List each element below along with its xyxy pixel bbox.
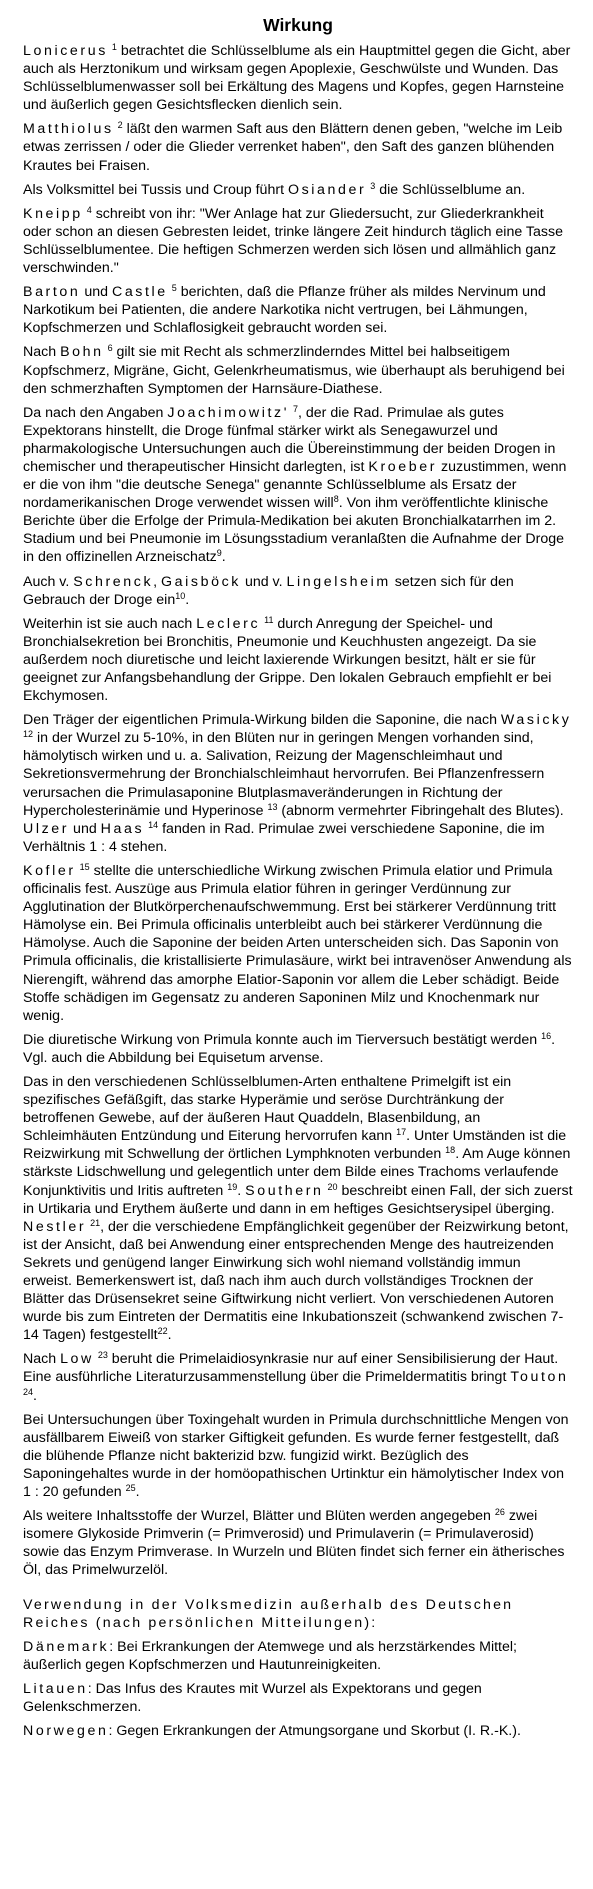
page-title: Wirkung (263, 15, 333, 35)
author-name: Kroeber (368, 458, 438, 475)
text-run: durch Anregung der Speichel- und Bronchialsekretion bei Bronchitis, Pneumonie und Keuchhusten angezeigt. Da sie außerdem noch diuretische und leicht laxierende Wirkungen besitzt, hält er sie für geeignet zur Anfangsbehandlung der Grippe. Den lokalen Gebrauch empfiehlt er bei Ekchymosen. (23, 615, 552, 705)
paragraph (23, 1073, 573, 1344)
footnote-ref: 8 (333, 494, 339, 505)
text-run: . (237, 1182, 246, 1199)
paragraph (23, 573, 573, 609)
paragraph (23, 120, 573, 174)
folk-medicine-entry (23, 1680, 573, 1716)
footnote-ref: 12 (23, 729, 34, 740)
text-run: berichten, daß die Pflanze früher als mildes Nervinum und Narkotikum bei Patienten, die andere Narkotika nicht vertrugen, bei Lähmungen, Kopfschmerzen und Schlaflosigkeit gebraucht worden sei. (23, 284, 546, 337)
footnote-ref: 19 (227, 1181, 238, 1192)
author-name: Gaisböck (161, 573, 241, 590)
text-run: Bei Untersuchungen über Toxingehalt wurden in Primula durchschnittliche Mengen von ausfällbarem Eiweiß von starker Giftigkeit gefunden. Es wurde ferner festgestellt, daß die blühende Pflanze nicht bakterizid bzw. fungizid wirkt. Bezüglich des Saponingehaltes wurde in der homöopathischen Urtinktur ein hämolytischer Index von 1 : 20 gefunden (23, 1411, 569, 1501)
text-run: beruht die Primelaidiosynkrasie nur auf einer Sensibilisierung der Haut. Eine ausführliche Literaturzusammenstellung über die Primeldermatitis bringt (23, 1351, 559, 1386)
author-name: Low (60, 1351, 94, 1368)
text-run: . Am Auge können stärkste Lidschwellung und gelegentlich unter dem Bilde eines Trachoms verlaufende Konjunktivitis und Iritis auftreten (23, 1146, 571, 1199)
author-name: Leclerc (196, 615, 261, 632)
folk-medicine-entry (23, 1638, 573, 1674)
footnote-ref: 24 (23, 1386, 34, 1397)
footnote-ref: 10 (175, 590, 186, 601)
footnote-ref: 15 (79, 861, 90, 872)
text-run: . (135, 1484, 140, 1501)
author-name: Bohn (60, 344, 104, 361)
footnote-ref: 22 (157, 1326, 168, 1337)
text-run: . Unter Umständen ist die Reizwirkung mit Schwellung der örtlichen Lymphknoten verbunden (23, 1128, 567, 1163)
text-run: Das in den verschiedenen Schlüsselblumen-Arten enthaltene Primelgift ist ein spezifisches Gefäßgift, das starke Hyperämie und seröse Durchtränkung der betroffenen Gewebe, auf der äußeren Haut Quaddeln, Blasenbildung, an Schleimhäuten Entzündung und Eiterung hervorrufen kann (23, 1073, 512, 1145)
author-name: Barton (23, 284, 81, 301)
text-run: , der die verschiedene Empfänglichkeit gegenüber der Reizwirkung betont, ist der Ansicht, daß bei Anwendung einer entsprechenden Menge des hautreizenden Sekrets und genügend langer Einwirkung sich wohl niemand vollständig immun erweist. Bemerkenswert ist, daß nach ihm auch durch vollständiges Trocknen der Blätter das Drüsensekret seine Giftwirkung nicht verliert. Von verschiedenen Autoren wurde bis zum Eintreten der Dermatitis eine Inkubationszeit (schwankend zwischen 7-14 Tagen) festgestellt (23, 1218, 569, 1344)
footnote-ref: 11 (264, 614, 274, 625)
paragraph (23, 615, 573, 705)
paragraph (23, 283, 573, 337)
text-run: . (33, 1387, 37, 1404)
footnote-ref: 7 (293, 403, 299, 414)
text-run: . Vgl. auch die Abbildung bei Equisetum arvense. (23, 1031, 556, 1066)
text-run: Als weitere Inhaltsstoffe der Wurzel, Blätter und Blüten werden angegeben (23, 1508, 495, 1525)
text-run: (abnorm vermehrter Fibringehalt des Blutes). (277, 802, 564, 819)
text-run: . (167, 1327, 172, 1344)
folk-medicine-heading: Verwendung in der Volksmedizin außerhalb des Deutschen Reiches (nach persönlichen Mitteilungen): (23, 1596, 514, 1631)
footnote-ref: 9 (216, 548, 222, 559)
footnote-ref: 20 (327, 1181, 338, 1192)
footnote-ref: 1 (111, 42, 117, 52)
footnote-ref: 3 (370, 180, 376, 191)
footnote-ref: 25 (125, 1483, 136, 1494)
text-run: . Von ihm veröffentlichte klinische Berichte über die Erfolge der Primula-Medikation bei akuten Bronchialkatarrhen im 2. Stadium und bei Pneumonie im Lösungsstadium veranlaßten die Aufnahme der Droge in den offizinellen Arzneischatz (23, 495, 565, 566)
paragraph (23, 1031, 573, 1067)
footnote-ref: 5 (171, 283, 177, 294)
footnote-ref: 13 (267, 801, 278, 812)
country-name: Litauen (23, 1680, 88, 1697)
text-run: die Schlüsselblume an. (375, 181, 526, 198)
text-run: . (185, 591, 190, 608)
folk-medicine-text: : Bei Erkrankungen der Atemwege und als herzstärkendes Mittel; äußerlich gegen Kopfschmerzen und Hautunreinigkeiten. (23, 1638, 517, 1673)
text-run: stellte die unterschiedliche Wirkung zwischen Primula elatior und Primula officinalis fest. Auszüge aus Primula elatior führen in geringer Verdünnung zur Agglutination der Blutkörperchenaufschwemmung. Erst bei stärkerer Verdünnung tritt Hämolyse ein. Bei Primula officinalis unterbleibt auch bei stärkerer Verdünnung die Hämolyse. Auch die Saponine der beiden Arten unterscheiden sich. Das Saponin von Primula officinalis, die kristallisierte Primulasäure, wirkt bei intravenöser Anwendung als Nierengift, während das amorphe Elatior-Saponin vor allem die Leber schädigt. Beide Stoffe schädigen im Gegensatz zu anderen Saponinen Milz und Knochenmark nur wenig. (23, 862, 572, 1024)
text-run: und (80, 284, 112, 301)
author-name: Lingelsheim (286, 573, 391, 590)
text-run: Da nach den Angaben (23, 404, 168, 421)
country-name: Norwegen (23, 1723, 109, 1740)
author-name: Nestler (23, 1218, 87, 1235)
paragraph (23, 205, 573, 277)
author-name: Lonicerus (23, 43, 108, 59)
text-run: Als Volksmittel bei Tussis und Croup führt (23, 181, 288, 198)
paragraph (23, 42, 573, 114)
text-run: Nach (23, 1351, 61, 1368)
text-run: läßt den warmen Saft aus den Blättern denen geben, "welche im Leib etwas zerrissen / oder die Glieder verrenket haben", den Saft des ganzen blühenden Krautes bei Fraisen. (23, 121, 563, 174)
paragraph (23, 1507, 573, 1579)
footnote-ref: 18 (445, 1145, 456, 1156)
text-run: gilt sie mit Recht als schmerzlinderndes Mittel bei halbseitigem Kopfschmerz, Migräne, Gicht, Gelenkrheumatismus, wie überhaupt als beruhigend bei den schmerzhaften Symptomen der Harnsäure-Diathese. (23, 344, 565, 397)
footnote-ref: 6 (107, 343, 113, 354)
footnote-ref: 4 (86, 204, 92, 215)
author-name: Ulzer (23, 820, 70, 837)
author-name: Matthiolus (23, 121, 114, 138)
text-run: beschreibt einen Fall, der sich zuerst in Urtikaria und Erythem äußerte und dann in em heftiges Gesichtserysipel überging. (23, 1182, 573, 1217)
text-run: Weiterhin ist sie auch nach (23, 615, 197, 632)
text-run: Die diuretische Wirkung von Primula konnte auch im Tierversuch bestätigt werden (23, 1031, 542, 1048)
paragraph (23, 862, 573, 1025)
text-run: und (69, 820, 101, 837)
text-run: Nach (23, 344, 61, 361)
author-name: Touton (510, 1369, 569, 1386)
text-run: zuzustimmen, wenn er die von ihm "die deutsche Senega" genannte Schlüsselblume als Ersatz der nordamerikanischen Droge verwendet wissen will (23, 458, 567, 512)
text-run: , der die Rad. Primulae als gutes Expektorans hinstellt, die Droge fünfmal stärker wirkt als Senegawurzel und pharmakologische Untersuchungen auch die Übereinstimmung der beiden Drogen in chemischer und therapeutischer Hinsicht darlegten, ist (23, 404, 556, 475)
footnote-ref: 26 (494, 1507, 505, 1518)
folk-medicine-text: : Das Infus des Krautes mit Wurzel als Expektorans und gegen Gelenkschmerzen. (23, 1680, 482, 1715)
author-name: Joachimowitz' (167, 404, 290, 421)
author-name: Wasicky (500, 712, 572, 729)
text-run: Den Träger der eigentlichen Primula-Wirkung bilden die Saponine, die nach (23, 712, 501, 729)
body-text (23, 42, 573, 1580)
footnote-ref: 2 (117, 120, 123, 131)
text-run: betrachtet die Schlüsselblume als ein Hauptmittel gegen die Gicht, aber auch als Herztonikum und wirksam gegen Apoplexie, Geschwülste und Wunden. Das Schlüsselblumenwasser soll bei Erkältung des Magens und Kopfes, gegen Harnsteine und äußerlich gegen Gesichtsflecken dienlich sein. (23, 43, 571, 114)
text-run: Auch v. (23, 573, 74, 590)
author-name: Southern (245, 1182, 324, 1199)
paragraph (23, 1350, 573, 1404)
author-name: Haas (100, 820, 145, 837)
text-run: in der Wurzel zu 5-10%, in den Blüten nur in geringen Mengen vorhanden sind, hämolytisch wirken und u. a. Salivation, Reizung der Magenschleimhaut und Sekretionsvermehrung der Bronchialschleimhaut hervorrufen. Bei Pflanzenfressern verursachen die Primulasaponine Blutplasmaveränderungen in Richtung der Hypercholesterinämie und Hyperinose (23, 730, 545, 819)
text-run: fanden in Rad. Primulae zwei verschiedene Saponine, die im Verhältnis 1 : 4 stehen. (23, 820, 545, 855)
paragraph (23, 404, 573, 567)
author-name: Kofler (23, 862, 76, 879)
author-name: Kneipp (23, 205, 83, 222)
country-name: Dänemark (23, 1638, 110, 1655)
author-name: Castle (111, 284, 168, 301)
folk-medicine-text: : Gegen Erkrankungen der Atmungsorgane und Skorbut (I. R.-K.). (108, 1723, 521, 1740)
text-run: setzen sich für den Gebrauch der Droge ein (23, 573, 514, 608)
footnote-ref: 17 (396, 1127, 407, 1138)
footnote-ref: 23 (97, 1350, 108, 1361)
paragraph (23, 711, 573, 856)
footnote-ref: 16 (541, 1030, 552, 1041)
footnote-ref: 14 (148, 819, 159, 830)
text-run: schreibt von ihr: "Wer Anlage hat zur Gliedersucht, zur Gliederkrankheit oder schon an diesen Gebresten leidet, trinke längere Zeit hindurch täglich eine Tasse Schlüsselblumentee. Die heftigen Schmerzen werden sich lösen und allmählich ganz verschwinden." (23, 205, 563, 277)
paragraph (23, 1411, 573, 1501)
footnote-ref: 21 (90, 1217, 101, 1228)
folk-medicine-list (23, 1638, 573, 1740)
text-run: , (153, 573, 162, 590)
paragraph (23, 343, 573, 397)
author-name: Schrenck (73, 573, 154, 590)
paragraph (23, 181, 573, 199)
folk-medicine-entry (23, 1722, 573, 1740)
text-run: und v. (241, 573, 287, 590)
text-run: zwei isomere Glykoside Primverin (= Primverosid) und Primulaverin (= Primulaverosid) sowie das Enzym Primverase. In Wurzeln und Blüten findet sich ferner ein ätherisches Öl, das Primelwurzelöl. (23, 1508, 565, 1579)
text-run: . (221, 549, 226, 566)
author-name: Osiander (287, 181, 367, 198)
